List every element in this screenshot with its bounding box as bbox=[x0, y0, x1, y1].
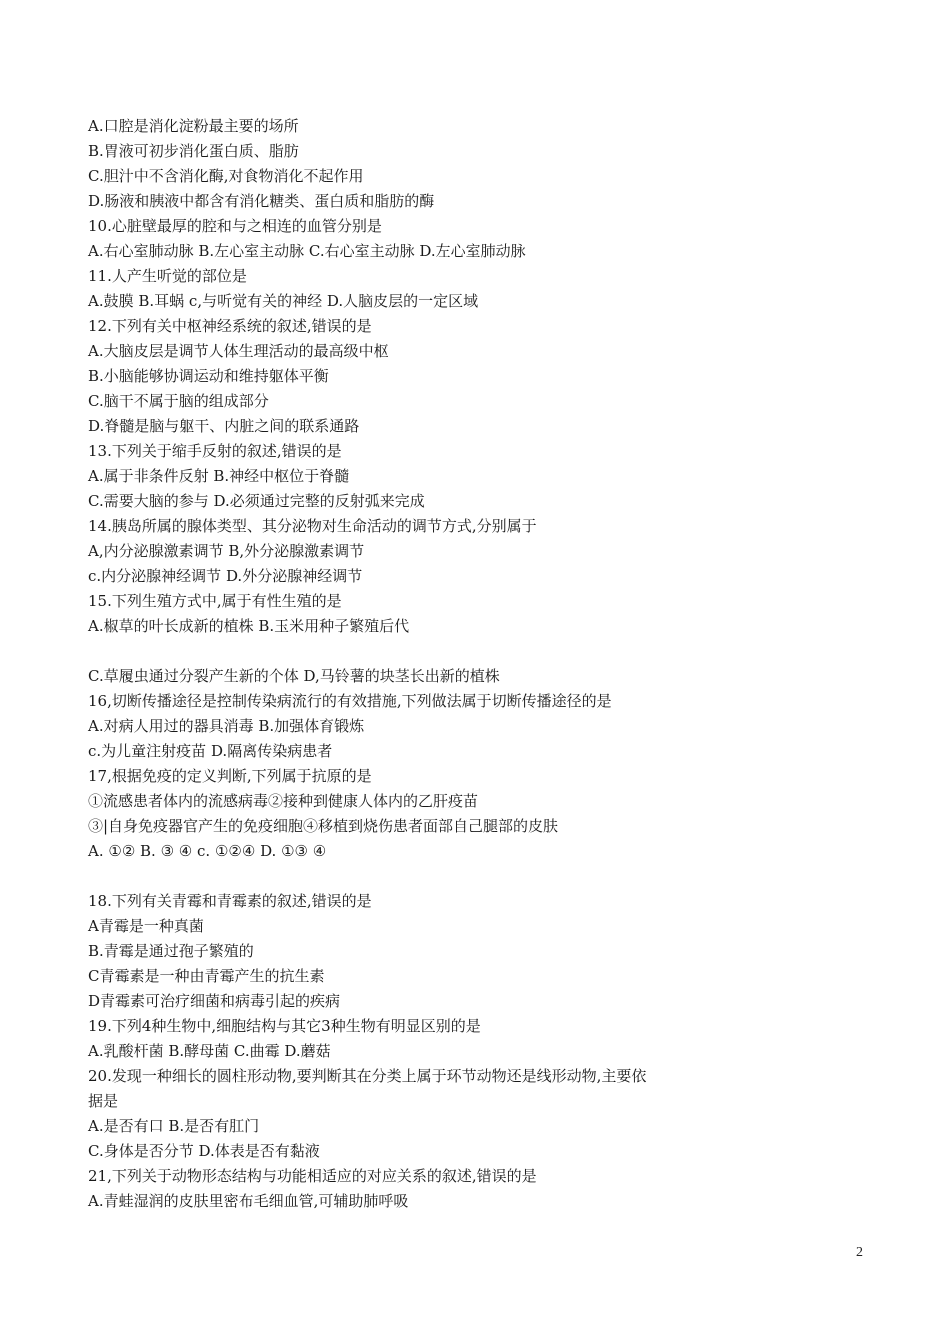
text-line: B.青霉是通过孢子繁殖的 bbox=[88, 942, 254, 960]
text-line: C.需要大脑的参与 D.必须通过完整的反射弧来完成 bbox=[88, 492, 425, 510]
text-line: A.大脑皮层是调节人体生理活动的最高级中枢 bbox=[88, 342, 389, 360]
text-line: A.是否有口 B.是否有肛门 bbox=[88, 1117, 260, 1135]
text-line: D青霉素可治疗细菌和病毒引起的疾病 bbox=[88, 992, 341, 1010]
text-line: C.脑干不属于脑的组成部分 bbox=[88, 392, 269, 410]
text-line: A.属于非条件反射 B.神经中枢位于脊髓 bbox=[88, 467, 350, 485]
text-line: ③|自身免疫器官产生的免疫细胞④移植到烧伤患者面部自己腿部的皮肤 bbox=[88, 817, 559, 835]
text-line: 20.发现一种细长的圆柱形动物,要判断其在分类上属于环节动物还是线形动物,主要依 bbox=[88, 1067, 647, 1085]
text-line: 14.胰岛所属的腺体类型、其分泌物对生命活动的调节方式,分别属于 bbox=[88, 517, 537, 535]
text-line: C青霉素是一种由青霉产生的抗生素 bbox=[88, 967, 325, 985]
text-line: A.鼓膜 B.耳蜗 c,与听觉有关的神经 D.人脑皮层的一定区域 bbox=[88, 292, 479, 310]
text-line: A.右心室肺动脉 B.左心室主动脉 C.右心室主动脉 D.左心室肺动脉 bbox=[88, 242, 526, 260]
text-line: 11.人产生听觉的部位是 bbox=[88, 267, 247, 285]
text-line: 13.下列关于缩手反射的叙述,错误的是 bbox=[88, 442, 342, 460]
text-line: B.小脑能够协调运动和维持躯体平衡 bbox=[88, 367, 329, 385]
text-line: D.脊髓是脑与躯干、内脏之间的联系通路 bbox=[88, 417, 360, 435]
text-line: D.肠液和胰液中都含有消化糖类、蛋白质和脂肪的酶 bbox=[88, 192, 435, 210]
document-body bbox=[88, 114, 848, 1214]
text-line: C.身体是否分节 D.体表是否有黏液 bbox=[88, 1142, 320, 1160]
blank-line bbox=[88, 639, 848, 664]
text-line: A青霉是一种真菌 bbox=[88, 917, 204, 935]
text-line: B.胃液可初步消化蛋白质、脂肪 bbox=[88, 142, 299, 160]
blank-line bbox=[88, 864, 848, 889]
text-line: A.对病人用过的器具消毒 B.加强体育锻炼 bbox=[88, 717, 365, 735]
text-line: A.口腔是消化淀粉最主要的场所 bbox=[88, 117, 299, 135]
text-line: 18.下列有关青霉和青霉素的叙述,错误的是 bbox=[88, 892, 372, 910]
text-line: c.为儿童注射疫苗 D.隔离传染病患者 bbox=[88, 742, 333, 760]
text-line: 16,切断传播途径是控制传染病流行的有效措施,下列做法属于切断传播途径的是 bbox=[88, 692, 612, 710]
text-line: 19.下列4种生物中,细胞结构与其它3种生物有明显区别的是 bbox=[88, 1017, 481, 1035]
text-line: 据是 bbox=[88, 1092, 119, 1110]
text-line: 21,下列关于动物形态结构与功能相适应的对应关系的叙述,错误的是 bbox=[88, 1167, 537, 1185]
text-line: 12.下列有关中枢神经系统的叙述,错误的是 bbox=[88, 317, 372, 335]
text-line: 10.心脏壁最厚的腔和与之相连的血管分别是 bbox=[88, 217, 382, 235]
text-line: A.青蛙湿润的皮肤里密布毛细血管,可辅助肺呼吸 bbox=[88, 1192, 409, 1210]
text-line: A.乳酸杆菌 B.酵母菌 C.曲霉 D.蘑菇 bbox=[88, 1042, 331, 1060]
text-line: C.草履虫通过分裂产生新的个体 D,马铃薯的块茎长出新的植株 bbox=[88, 667, 500, 685]
text-line: C.胆汁中不含消化酶,对食物消化不起作用 bbox=[88, 167, 364, 185]
text-line: A. ①② B. ③ ④ c. ①②④ D. ①③ ④ bbox=[88, 842, 327, 860]
text-line: A.椒草的叶长成新的植株 B.玉米用种子繁殖后代 bbox=[88, 617, 410, 635]
text-line: c.内分泌腺神经调节 D.外分泌腺神经调节 bbox=[88, 567, 363, 585]
text-line: 17,根据免疫的定义判断,下列属于抗原的是 bbox=[88, 767, 372, 785]
text-line: 15.下列生殖方式中,属于有性生殖的是 bbox=[88, 592, 342, 610]
page-number: 2 bbox=[856, 1245, 863, 1260]
text-line: A,内分泌腺激素调节 B,外分泌腺激素调节 bbox=[88, 542, 365, 560]
text-line: ①流感患者体内的流感病毒②接种到健康人体内的乙肝疫苗 bbox=[88, 792, 479, 810]
